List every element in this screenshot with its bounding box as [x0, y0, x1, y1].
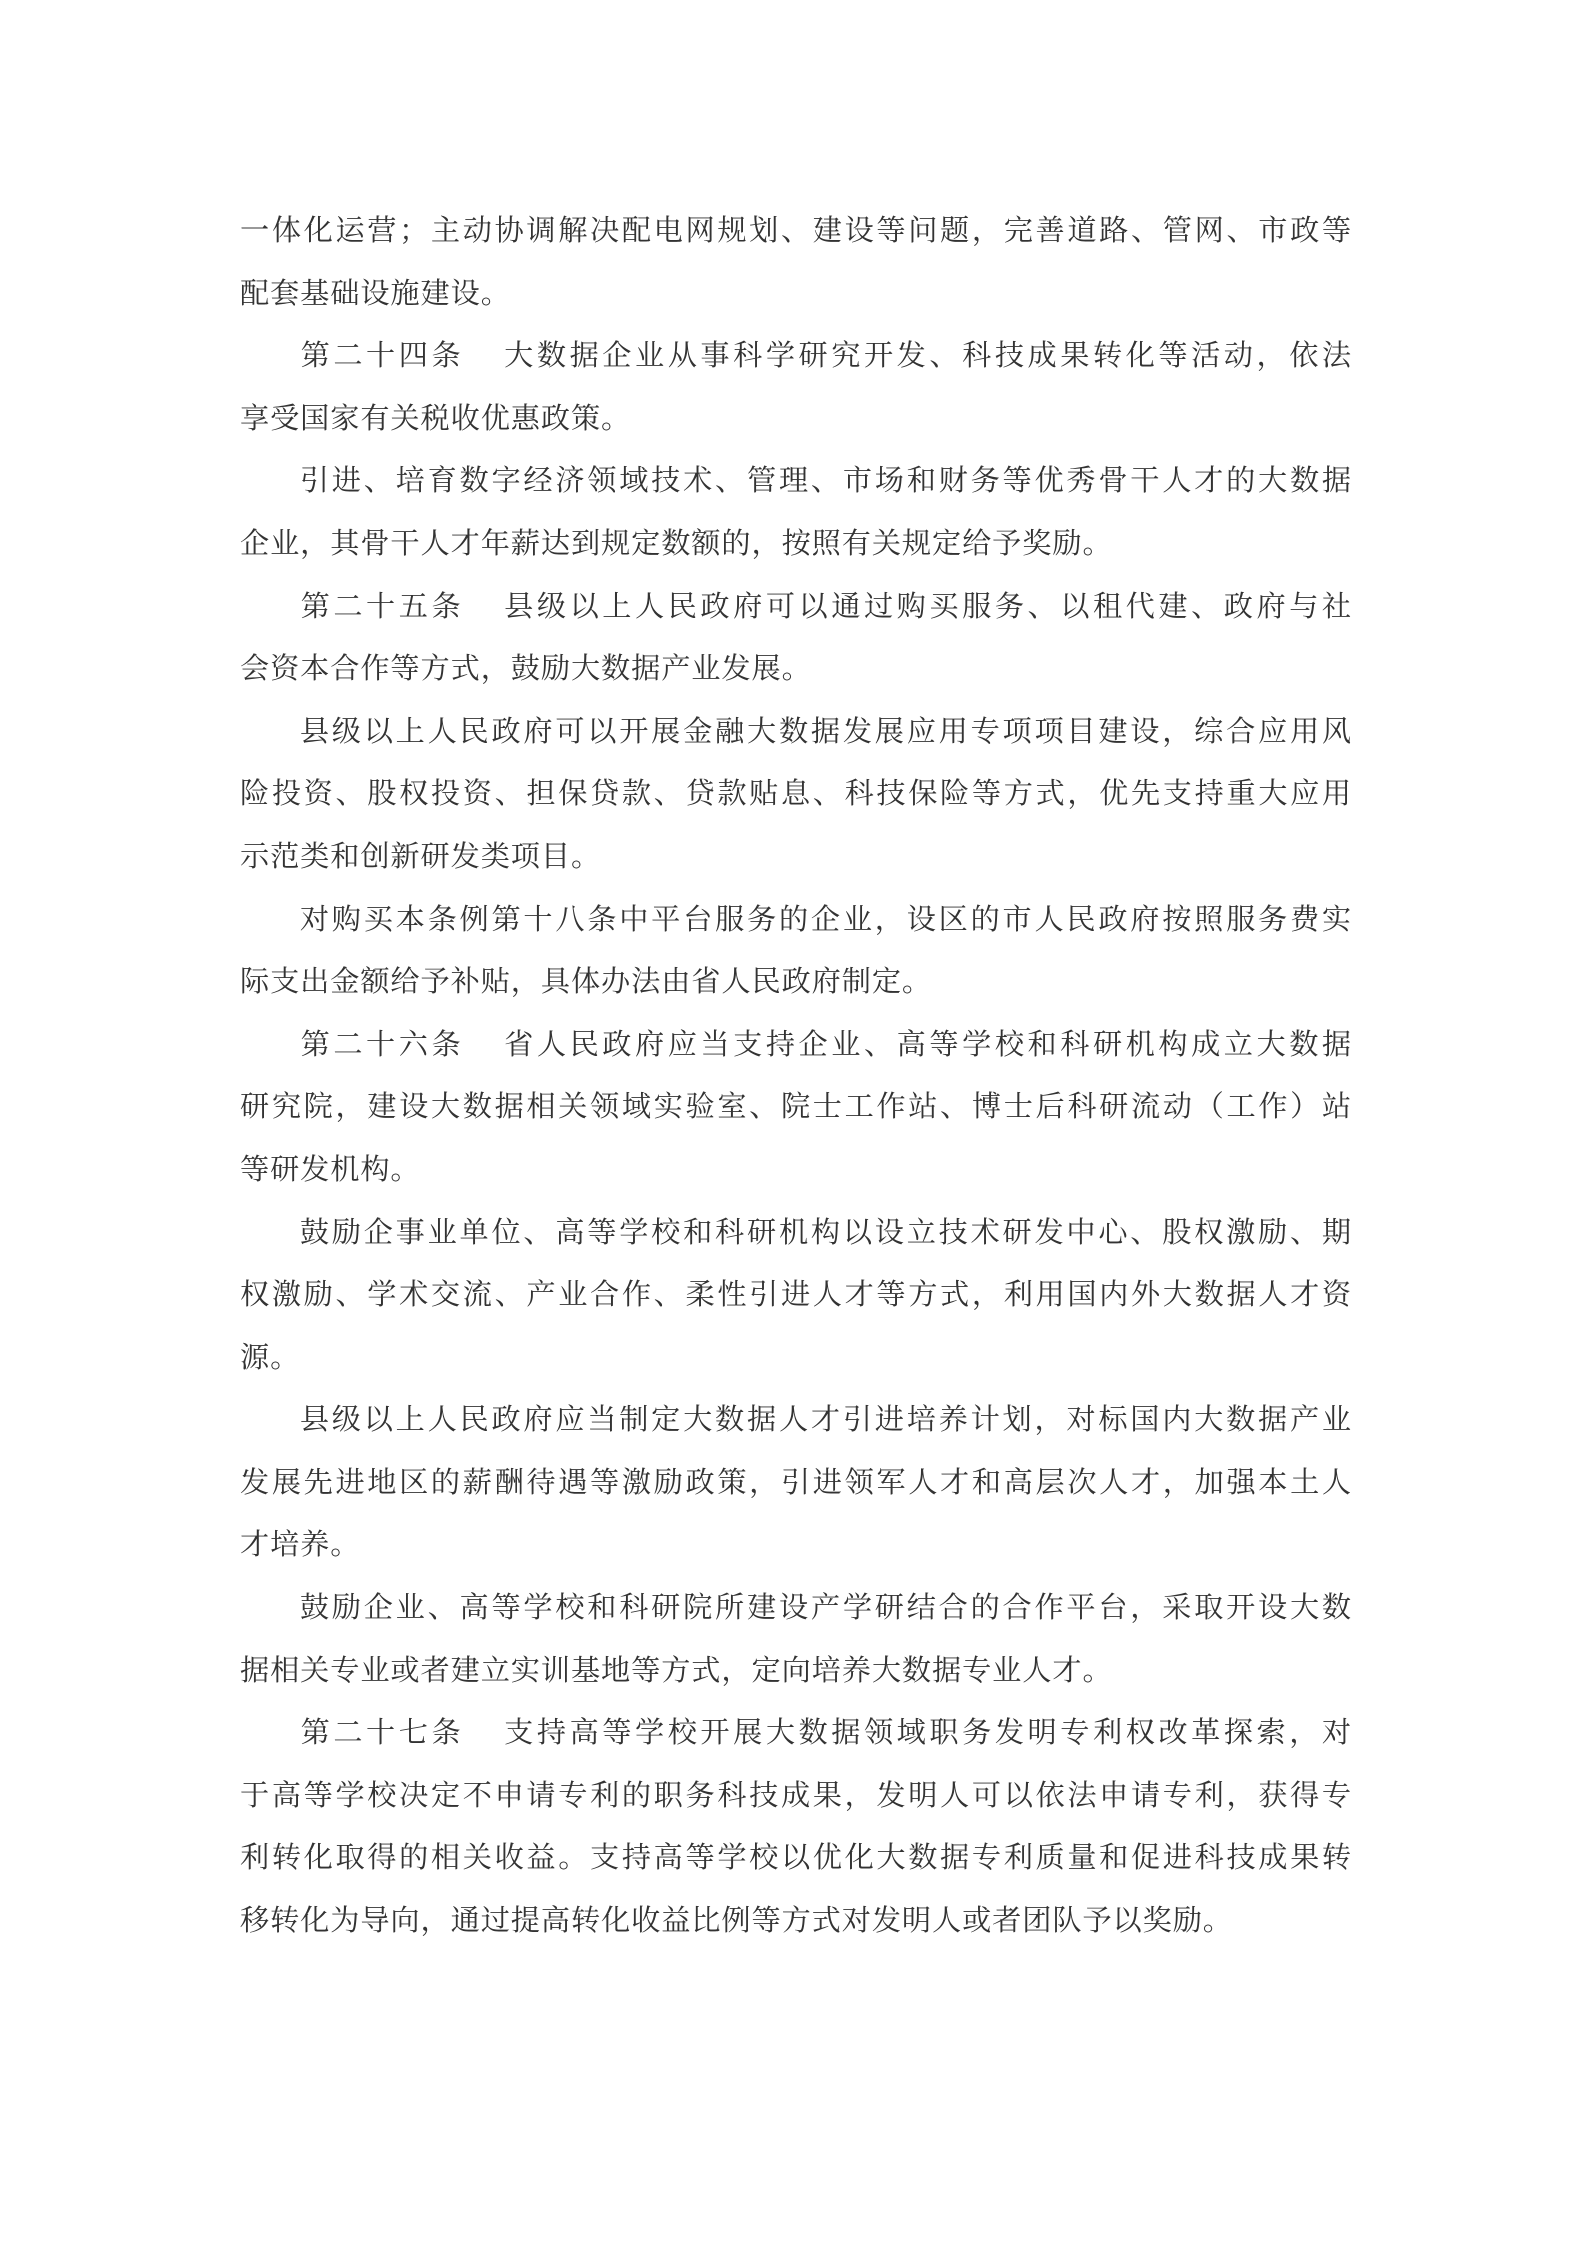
text-line: 于高等学校决定不申请专利的职务科技成果，发明人可以依法申请专利，获得专: [240, 1777, 1352, 1812]
text-line: 配套基础设施建设。: [240, 275, 511, 310]
article-27: [240, 1701, 1352, 1951]
text-line: 险投资、股权投资、担保贷款、贷款贴息、科技保险等方式，优先支持重大应用: [240, 776, 1352, 811]
article-25: [240, 575, 1352, 700]
text-line: 鼓励企事业单位、高等学校和科研机构以设立技术研发中心、股权激励、期: [298, 1214, 1352, 1249]
paragraph-continuation: [240, 199, 1352, 324]
text-line: 会资本合作等方式，鼓励大数据产业发展。: [240, 651, 812, 686]
paragraph: [240, 1388, 1352, 1576]
text-line: 引进、培育数字经济领域技术、管理、市场和财务等优秀骨干人才的大数据: [298, 463, 1352, 498]
text-line: 第二十五条 县级以上人民政府可以通过购买服务、以租代建、政府与社: [298, 588, 1352, 623]
text-line: 据相关专业或者建立实训基地等方式，定向培养大数据专业人才。: [240, 1652, 1113, 1687]
text-line: 一体化运营；主动协调解决配电网规划、建设等问题，完善道路、管网、市政等: [240, 213, 1352, 247]
paragraph: [240, 700, 1352, 888]
paragraph: [240, 888, 1352, 1013]
article-24: [240, 324, 1352, 449]
text-line: 源。: [240, 1339, 301, 1374]
paragraph: [240, 449, 1352, 574]
text-line: 发展先进地区的薪酬待遇等激励政策，引进领军人才和高层次人才，加强本土人: [240, 1464, 1352, 1499]
text-line: 权激励、学术交流、产业合作、柔性引进人才等方式，利用国内外大数据人才资: [240, 1277, 1352, 1312]
paragraph: [240, 1201, 1352, 1389]
text-line: 享受国家有关税收优惠政策。: [240, 400, 632, 435]
text-line: 第二十四条 大数据企业从事科学研究开发、科技成果转化等活动，依法: [298, 338, 1352, 373]
article-26: [240, 1013, 1352, 1201]
text-line: 利转化取得的相关收益。支持高等学校以优化大数据专利质量和促进科技成果转: [240, 1840, 1352, 1875]
text-line: 示范类和创新研发类项目。: [240, 838, 602, 873]
text-line: 县级以上人民政府应当制定大数据人才引进培养计划，对标国内大数据产业: [298, 1402, 1352, 1437]
text-line: 研究院，建设大数据相关领域实验室、院士工作站、博士后科研流动（工作）站: [240, 1089, 1352, 1124]
paragraph: [240, 1576, 1352, 1701]
text-line: 移转化为导向，通过提高转化收益比例等方式对发明人或者团队予以奖励。: [240, 1903, 1233, 1938]
text-line: 第二十七条 支持高等学校开展大数据领域职务发明专利权改革探索，对: [298, 1715, 1352, 1750]
text-line: 际支出金额给予补贴，具体办法由省人民政府制定。: [240, 964, 933, 999]
text-line: 企业，其骨干人才年薪达到规定数额的，按照有关规定给予奖励。: [240, 525, 1113, 560]
text-line: 县级以上人民政府可以开展金融大数据发展应用专项项目建设，综合应用风: [298, 713, 1352, 748]
article-number: 第二十七条: [298, 1715, 465, 1750]
text-line: 对购买本条例第十八条中平台服务的企业，设区的市人民政府按照服务费实: [298, 901, 1352, 936]
article-number: 第二十六条: [298, 1026, 465, 1061]
text-line: 第二十六条 省人民政府应当支持企业、高等学校和科研机构成立大数据: [298, 1026, 1352, 1061]
text-line: 才培养。: [240, 1527, 361, 1562]
text-line: 鼓励企业、高等学校和科研院所建设产学研结合的合作平台，采取开设大数: [298, 1590, 1352, 1625]
article-number: 第二十五条: [298, 588, 465, 623]
document-page: [240, 199, 1352, 1952]
text-line: 等研发机构。: [240, 1151, 421, 1186]
article-number: 第二十四条: [298, 338, 465, 373]
